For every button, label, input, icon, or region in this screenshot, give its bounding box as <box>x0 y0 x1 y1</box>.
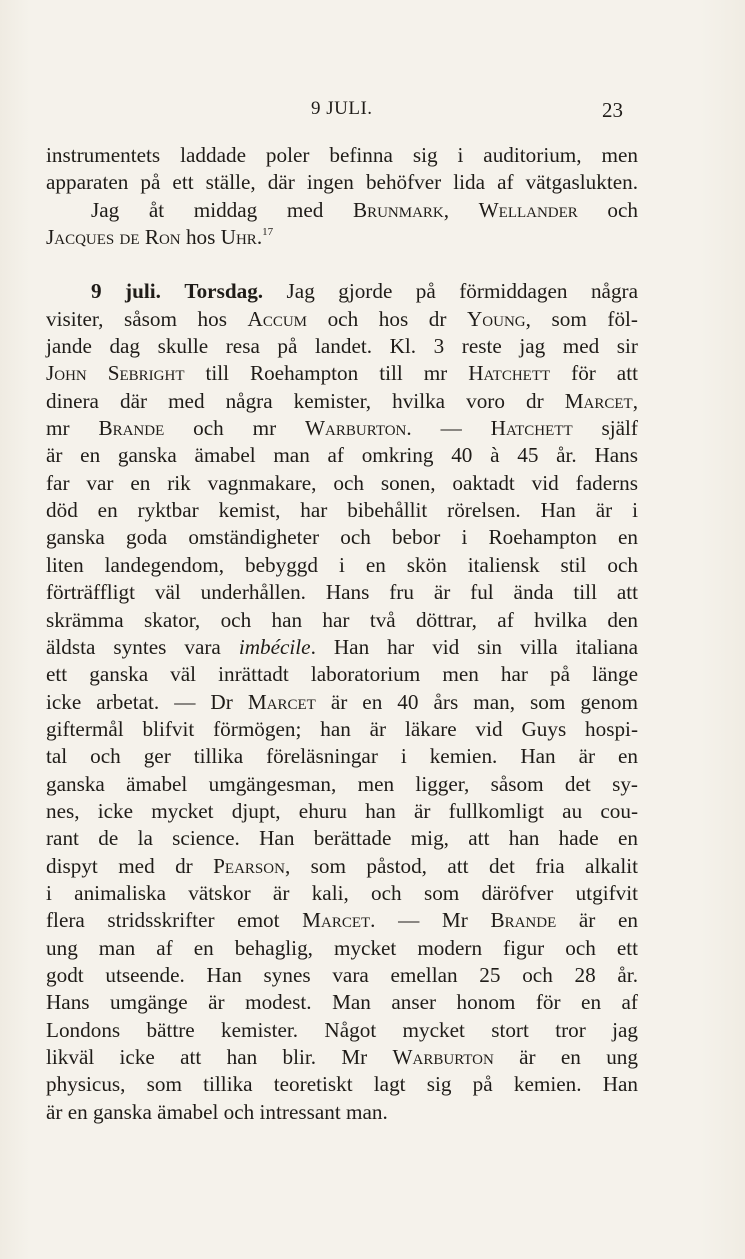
text-line: dispyt med dr Pearson, som påstod, att det fria alkalit <box>46 853 638 878</box>
text-line: giftermål blifvit förmögen; han är läkare vid Guys hospi- <box>46 716 638 741</box>
person-name: Warburton <box>392 1045 494 1069</box>
text-line: rant de la science. Han berättade mig, att han hade en <box>46 826 638 851</box>
text-line: flera stridsskrifter emot Marcet. — Mr Brande är en <box>46 908 638 933</box>
running-head <box>0 98 745 128</box>
text-line: skrämma skator, och han har två döttrar, af hvilka den <box>46 607 638 632</box>
paragraph-gap <box>46 251 638 278</box>
text-line: liten landegendom, bebyggd i en skön italiensk stil och <box>46 552 638 577</box>
text-line: förträffligt väl underhållen. Hans fru är ful ända till att <box>46 580 638 605</box>
person-name: Jacques de Ron <box>46 225 181 250</box>
person-name: Young <box>466 306 526 331</box>
text-line: Jacques de Ron hos Uhr.$^{17}$ <box>46 225 274 250</box>
text-line: Hans umgänge är modest. Man anser honom för en af <box>46 990 638 1015</box>
text-line: nes, icke mycket djupt, ehuru han är fullkomligt au cou- <box>46 798 638 823</box>
person-name: Wellander <box>478 197 578 222</box>
text-line: är en ganska ämabel man af omkring 40 à 45 år. Hans <box>46 443 638 468</box>
text-line: ett ganska väl inrättadt laboratorium men har på länge <box>46 662 638 687</box>
body-text <box>46 142 638 1126</box>
person-name: Accum <box>247 306 308 331</box>
entry-weekday: Torsdag. <box>184 279 264 304</box>
text-line: är en ganska ämabel och intressant man. <box>46 1099 388 1124</box>
text-line: jande dag skulle resa på landet. Kl. 3 reste jag med sir <box>46 334 638 359</box>
text-line: äldsta syntes vara imbécile. Han har vid sin villa italiana <box>46 634 638 659</box>
person-name: Uhr <box>220 225 257 250</box>
text-line: mr Brande och mr Warburton. — Hatchett själf <box>46 416 638 441</box>
footnote-ref: 17 <box>262 226 274 239</box>
text-line: instrumentets laddade poler befinna sig i auditorium, men <box>46 143 638 167</box>
text-line: godt utseende. Han synes vara emellan 25 och 28 år. <box>46 962 638 987</box>
text-line: i animaliska vätskor är kali, och som däröfver utgifvit <box>46 880 638 905</box>
person-name: Hatchett <box>468 361 551 386</box>
text-line: ganska ämabel umgängesman, men ligger, såsom det sy- <box>46 771 638 796</box>
text-line: likväl icke att han blir. Mr Warburton är en ung <box>46 1045 638 1069</box>
text-line: 9 juli. Torsdag. Jag gjorde på förmiddagen några <box>91 279 638 304</box>
person-name: Warburton <box>305 416 407 441</box>
page-number: 23 <box>602 98 623 122</box>
person-name: Marcet <box>564 388 633 413</box>
text-line: far var en rik vagnmakare, och sonen, oaktadt vid faderns <box>46 470 638 495</box>
person-name: Hatchett <box>490 416 573 441</box>
text-line: tal och ger tillika föreläsningar i kemien. Han är en <box>46 744 638 769</box>
text-line: visiter, såsom hos Accum och hos dr Young, som föl- <box>46 306 638 331</box>
person-name: Marcet <box>302 908 371 933</box>
person-name: Pearson <box>213 853 285 878</box>
text-line: John Sebright till Roehampton till mr Hatchett för att <box>46 361 638 386</box>
text-line: död en ryktbar kemist, har bibehållit rörelsen. Han är i <box>46 498 638 523</box>
text-line: ganska goda omständigheter och bebor i Roehampton en <box>46 525 638 550</box>
person-name: John Sebright <box>46 361 185 386</box>
person-name: Marcet <box>247 689 316 714</box>
text-line: dinera där med några kemister, hvilka voro dr Marcet, <box>46 388 638 413</box>
text-line: apparaten på ett ställe, där ingen behöfver lida af vätgaslukten. <box>46 170 638 195</box>
person-name: Brande <box>98 416 165 441</box>
text-line: icke arbetat. — Dr Marcet är en 40 års man, som genom <box>46 689 638 714</box>
italic-word: imbécile <box>238 634 311 659</box>
person-name: Brande <box>490 908 557 933</box>
running-head-title: 9 JULI. <box>311 98 373 119</box>
entry-date: 9 juli. <box>91 279 161 304</box>
text-line: ung man af en behaglig, mycket modern figur och ett <box>46 935 638 960</box>
text-line: Jag åt middag med Brunmark, Wellander och <box>91 197 638 222</box>
text-line: Londons bättre kemister. Något mycket stort tror jag <box>46 1017 638 1042</box>
text-line: physicus, som tillika teoretiskt lagt sig på kemien. Han <box>46 1072 638 1097</box>
person-name: Brunmark <box>352 197 444 222</box>
